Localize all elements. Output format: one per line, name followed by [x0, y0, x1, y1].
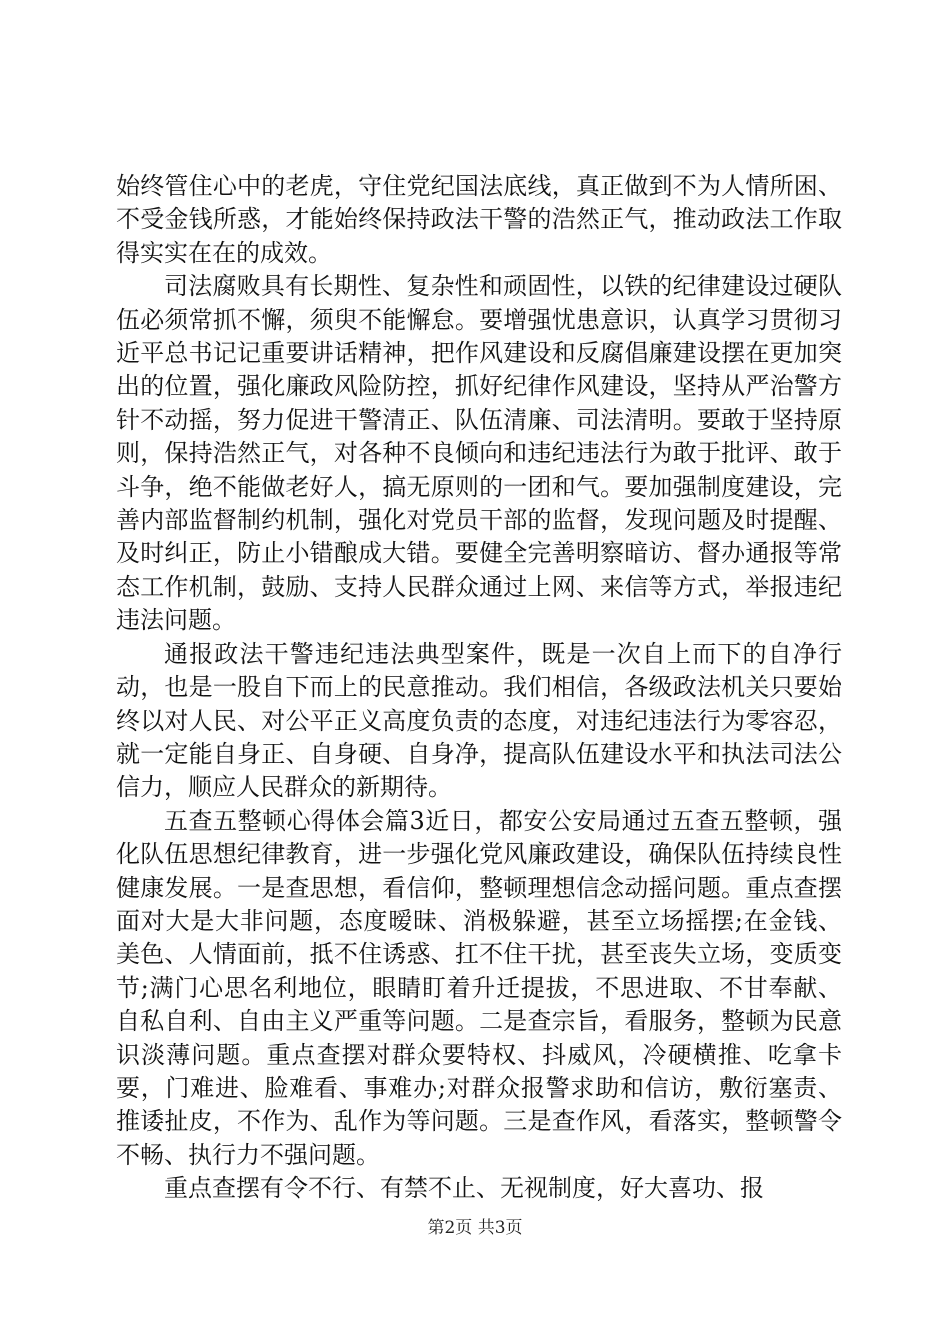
page-number-footer: 第2页 共3页	[427, 1218, 523, 1238]
paragraph-4: 五查五整顿心得体会篇3近日，都安公安局通过五查五整顿，强化队伍思想纪律教育，进一步强化党风廉政建设，确保队伍持续良性健康发展。一是查思想，看信仰，整顿理想信念动摇问题。重点查摆面对大是大非问题，态度暧昧、消极躲避，甚至立场摇摆;在金钱、美色、人情面前，抵不住诱惑、扛不住干扰，甚至丧失立场，变质变节;满门心思名利地位，眼睛盯着升迁提拔，不思进取、不甘奉献、自私自利、自由主义严重等问题。二是查宗旨，看服务，整顿为民意识淡薄问题。重点查摆对群众要特权、抖威风，冷硬横推、吃拿卡要，门难进、脸难看、事难办;对群众报警求助和信访，敷衍塞责、推诿扯皮，不作为、乱作为等问题。三是查作风，看落实，整顿警令不畅、执行力不强问题。	[116, 806, 842, 1169]
paragraph-3: 通报政法干警违纪违法典型案件，既是一次自上而下的自净行动，也是一股自下而上的民意推动。我们相信，各级政法机关只要始终以对人民、对公平正义高度负责的态度，对违纪违法行为零容忍，就一定能自身正、自身硬、自身净，提高队伍建设水平和执法司法公信力，顺应人民群众的新期待。	[116, 639, 842, 802]
paragraph-2: 司法腐败具有长期性、复杂性和顽固性，以铁的纪律建设过硬队伍必须常抓不懈，须臾不能懈怠。要增强忧患意识，认真学习贯彻习近平总书记记重要讲话精神，把作风建设和反腐倡廉建设摆在更加突出的位置，强化廉政风险防控，抓好纪律作风建设，坚持从严治警方针不动摇，努力促进干警清正、队伍清廉、司法清明。要敢于坚持原则，保持浩然正气，对各种不良倾向和违纪违法行为敢于批评、敢于斗争，绝不能做老好人，搞无原则的一团和气。要加强制度建设，完善内部监督制约机制，强化对党员干部的监督，发现问题及时提醒、及时纠正，防止小错酿成大错。要健全完善明察暗访、督办通报等常态工作机制，鼓励、支持人民群众通过上网、来信等方式，举报违纪违法问题。	[116, 272, 842, 635]
paragraph-1: 始终管住心中的老虎，守住党纪国法底线，真正做到不为人情所困、不受金钱所惑，才能始终保持政法干警的浩然正气，推动政法工作取得实实在在的成效。	[116, 172, 842, 267]
document-body	[116, 170, 842, 1206]
paragraph-5: 重点查摆有令不行、有禁不止、无视制度，好大喜功、报	[164, 1174, 764, 1203]
